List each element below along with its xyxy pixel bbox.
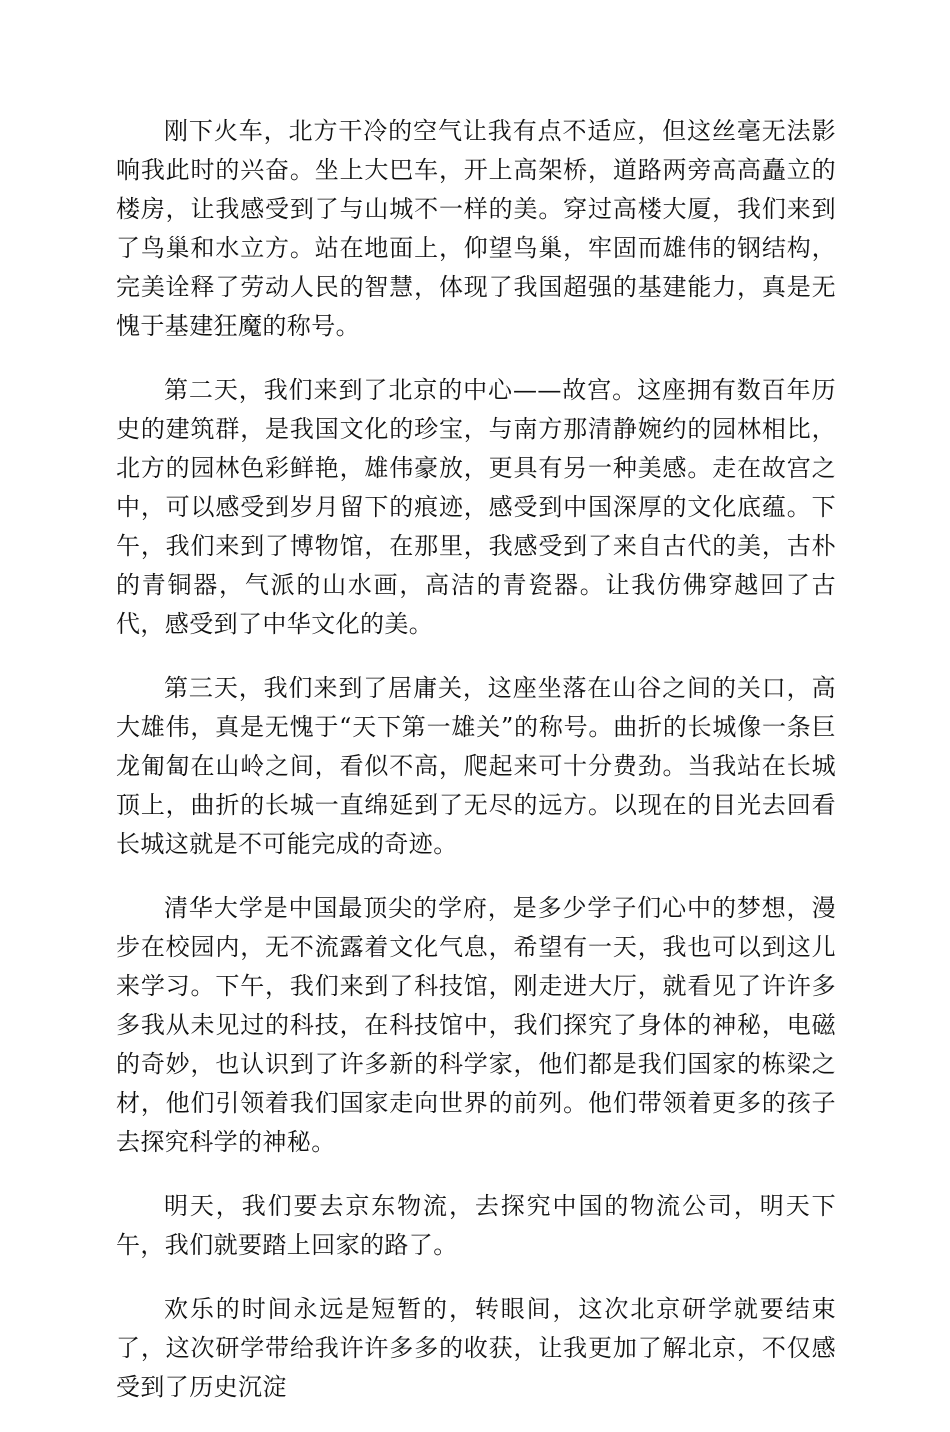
paragraph-3: 第三天，我们来到了居庸关，这座坐落在山谷之间的关口，高大雄伟，真是无愧于“天下第一雄关”的称号。曲折的长城像一条巨龙匍匐在山岭之间，看似不高，爬起来可十分费劲。当我站在长城顶上，曲折的长城一直绵延到了无尽的远方。以现在的目光去回看长城这就是不可能完成的奇迹。 (116, 674, 836, 858)
paragraph-5: 明天，我们要去京东物流，去探究中国的物流公司，明天下午，我们就要踏上回家的路了。 (116, 1192, 836, 1259)
paragraph-4: 清华大学是中国最顶尖的学府，是多少学子们心中的梦想，漫步在校园内，无不流露着文化气息，希望有一天，我也可以到这儿来学习。下午，我们来到了科技馆，刚走进大厅，就看见了许许多多我从未见过的科技，在科技馆中，我们探究了身体的神秘，电磁的奇妙，也认识到了许多新的科学家，他们都是我们国家的栋梁之材，他们引领着我们国家走向世界的前列。他们带领着更多的孩子去探究科学的神秘。 (116, 894, 836, 1156)
paragraph-6: 欢乐的时间永远是短暂的，转眼间，这次北京研学就要结束了，这次研学带给我许许多多的收获，让我更加了解北京，不仅感受到了历史沉淀 (116, 1295, 836, 1401)
paragraph-2: 第二天，我们来到了北京的中心——故宫。这座拥有数百年历史的建筑群，是我国文化的珍宝，与南方那清静婉约的园林相比，北方的园林色彩鲜艳，雄伟豪放，更具有另一种美感。走在故宫之中，可以感受到岁月留下的痕迹，感受到中国深厚的文化底蕴。下午，我们来到了博物馆，在那里，我感受到了来自古代的美，古朴的青铜器，气派的山水画，高洁的青瓷器。让我仿佛穿越回了古代，感受到了中华文化的美。 (116, 376, 836, 638)
paragraph-1: 刚下火车，北方干冷的空气让我有点不适应，但这丝毫无法影响我此时的兴奋。坐上大巴车，开上高架桥，道路两旁高高矗立的楼房，让我感受到了与山城不一样的美。穿过高楼大厦，我们来到了鸟巢和水立方。站在地面上，仰望鸟巢，牢固而雄伟的钢结构，完美诠释了劳动人民的智慧，体现了我国超强的基建能力，真是无愧于基建狂魔的称号。 (116, 117, 836, 340)
article-body (116, 112, 836, 1432)
